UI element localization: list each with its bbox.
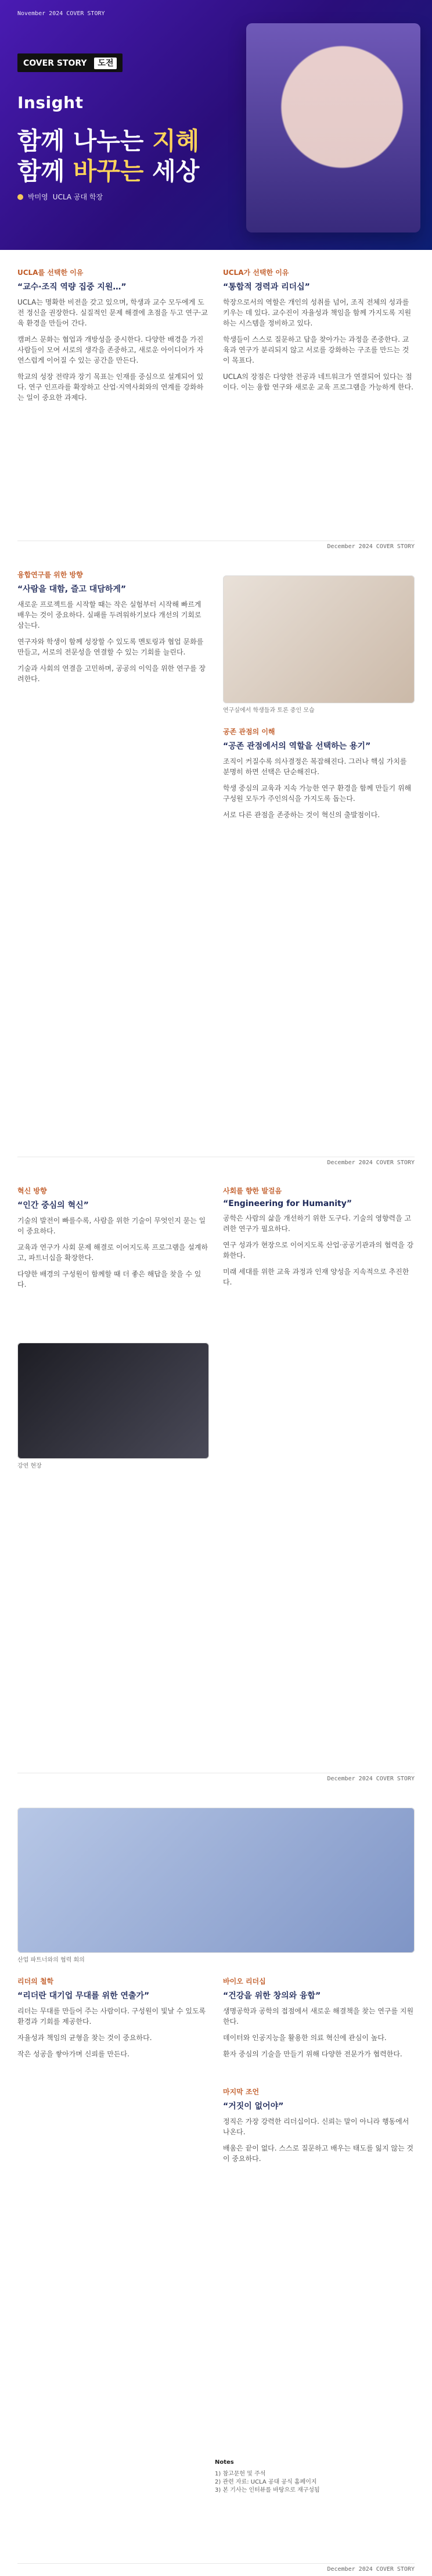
paragraph: 연구자와 학생이 함께 성장할 수 있도록 멘토링과 협업 문화를 만들고, 서로의 전문성을 연결할 수 있는 기회를 늘린다. [17,638,204,656]
section-s8 [223,1976,415,2065]
paragraph: 학생들이 스스로 질문하고 답을 찾아가는 과정을 존중한다. 교육과 연구가 분리되지 않고 서로를 강화하는 구조를 만드는 것이 목표다. [223,335,409,364]
section-title: “사람을 대함, 즐고 대담하게” [17,585,127,594]
paragraph: 리더는 무대를 만들어 주는 사람이다. 구성원이 빛날 수 있도록 환경과 기회를 제공한다. [17,2007,206,2026]
paragraph: 생명공학과 공학의 접점에서 새로운 해결책을 찾는 연구를 지원한다. [223,2007,414,2026]
paragraph: UCLA는 명확한 비전을 갖고 있으며, 학생과 교수 모두에게 도전 정신을 권장한다. 실질적인 문제 해결에 초점을 두고 연구·교육 환경을 만들어 간다. [17,298,208,327]
title2-highlight: 바꾸는 [73,157,144,185]
section-kicker: 마지막 조언 [223,2088,260,2096]
section-kicker: 혁신 방향 [17,1187,47,1195]
title2-suffix: 세상 [143,157,200,185]
paragraph: 자율성과 책임의 균형을 찾는 것이 중요하다. [17,2034,152,2042]
page-1-body [0,250,432,552]
paragraph: 학교의 성장 전략과 장기 목표는 인재를 중심으로 설계되어 있다. 연구 인프라를 확장하고 산업·지역사회와의 연계를 강화하는 일이 중요한 과제다. [17,373,204,402]
section-title: “교수·조직 역량 집중 지원…” [17,282,127,292]
hero-banner [0,0,432,250]
note-item: 3) 본 기사는 인터뷰를 바탕으로 재구성됨 [215,2487,320,2493]
footer-tag: December 2024 COVER STORY [327,1160,415,1166]
section-title: “건강을 위한 창의와 융합” [223,1991,321,2001]
paragraph: 미래 세대를 위한 교육 과정과 인재 양성을 지속적으로 추진한다. [223,1268,409,1286]
paragraph: 배움은 끝이 없다. 스스로 질문하고 배우는 태도를 잃지 않는 것이 중요하다. [223,2144,413,2163]
insight-title: Insight [17,93,84,112]
page-3 [0,1168,432,1784]
photo-team [17,1808,415,1953]
paragraph: 정직은 가장 강력한 리더십이다. 신뢰는 말이 아니라 행동에서 나온다. [223,2117,409,2136]
section-s7 [17,1976,209,2065]
main-title-line2 [17,152,199,187]
notes-title: Notes [215,2459,234,2466]
section-kicker: UCLA가 선택한 이유 [223,269,289,277]
note-item: 2) 관련 자료: UCLA 공대 공식 홈페이지 [215,2479,317,2485]
note-item: 1) 참고문헌 및 주석 [215,2471,266,2477]
caption: 연구실에서 학생들과 토론 중인 모습 [223,707,315,714]
footer-tag: December 2024 COVER STORY [327,1776,415,1782]
photo-talk [17,1343,209,1459]
title1-highlight: 지혜 [152,127,200,155]
notes [215,2459,415,2495]
section-kicker: 바이오 리더십 [223,1977,266,1985]
paragraph: 연구 성과가 현장으로 이어지도록 산업·공공기관과의 협력을 강화한다. [223,1241,414,1260]
caption: 강연 현장 [17,1463,42,1469]
paragraph: 캠퍼스 문화는 협업과 개방성을 중시한다. 다양한 배경을 가진 사람들이 모여 서로의 생각을 존중하고, 새로운 아이디어가 자연스럽게 이어질 수 있는 공간을 만든다. [17,335,204,364]
caption: 산업 파트너와의 협력 회의 [17,1957,85,1963]
section-s3 [17,570,209,690]
byline-role: UCLA 공대 학장 [52,193,103,201]
portrait-photo [246,23,420,232]
section-kicker: 융합연구를 위한 방향 [17,571,83,579]
section-kicker: 사회를 향한 발걸음 [223,1187,282,1195]
page-2 [0,552,432,1168]
paragraph: UCLA의 장점은 다양한 전공과 네트워크가 연결되어 있다는 점이다. 이는 융합 연구와 새로운 교육 프로그램을 가능하게 한다. [223,373,413,391]
paragraph: 작은 성공을 쌓아가며 신뢰를 만든다. [17,2050,129,2058]
paragraph: 다양한 배경의 구성원이 함께할 때 더 좋은 해답을 찾을 수 있다. [17,1270,201,1289]
paragraph: 학생 중심의 교육과 지속 가능한 연구 환경을 함께 만들기 위해 구성원 모두가 주인의식을 가지도록 돕는다. [223,784,412,803]
cover-label: COVER STORY [23,59,87,68]
paragraph: 서로 다른 관점을 존중하는 것이 혁신의 출발점이다. [223,811,380,819]
paragraph: 학장으로서의 역할은 개인의 성취를 넘어, 조직 전체의 성과를 키우는 데 있다. 교수진이 자율성과 책임을 함께 가지도록 지원하는 시스템을 정비하고 있다. [223,298,412,327]
byline-dot-icon [17,194,23,200]
section-kicker: 리더의 철학 [17,1977,54,1985]
section-title: “거짓이 없어야” [223,2102,284,2111]
paragraph: 새로운 프로젝트를 시작할 때는 작은 실험부터 시작해 빠르게 배우는 것이 중요하다. 실패를 두려워하기보다 개선의 기회로 삼는다. [17,600,201,629]
section-title: “Engineering for Humanity” [223,1199,352,1208]
title1-prefix: 함께 나누는 [17,127,153,155]
section-title: “공존 관점에서의 역할을 선택하는 용기” [223,742,371,751]
section-s4 [223,727,415,826]
section-title: “통합적 경력과 리더십” [223,282,310,292]
section-title: “리더란 대기업 무대를 위한 연출가” [17,1991,150,2001]
byline [17,192,103,202]
section-s5 [17,1186,209,1296]
divider [17,2563,415,2564]
title2-prefix: 함께 [17,157,73,185]
page-4 [0,1784,432,2576]
section-s6 [223,1186,415,1293]
cover-story-label [17,53,123,72]
section-kicker: 공존 관점의 이해 [223,728,275,736]
paragraph: 기술과 사회의 연결을 고민하며, 공공의 이익을 위한 연구를 장려한다. [17,664,206,683]
paragraph: 기술의 발전이 빠를수록, 사람을 위한 기술이 무엇인지 묻는 일이 중요하다. [17,1217,206,1235]
paragraph: 조직이 커질수록 의사결정은 복잡해진다. 그러나 핵심 가치를 분명히 하면 선택은 단순해진다. [223,757,407,776]
cover-name: 도전 [94,58,117,69]
paragraph: 환자 중심의 기술을 만들기 위해 다양한 전문가가 협력한다. [223,2050,402,2058]
issue-header: November 2024 COVER STORY [17,10,105,17]
footer-tag: December 2024 COVER STORY [327,2566,415,2573]
photo-lab [223,575,415,703]
section-s9 [223,2087,415,2170]
byline-name: 박미영 [28,193,48,201]
section-title: “인간 중심의 혁신” [17,1201,89,1210]
section-s2 [223,267,415,398]
paragraph: 공학은 사람의 삶을 개선하기 위한 도구다. 기술의 영향력을 고려한 연구가 필요하다. [223,1214,412,1233]
section-s1 [17,267,209,409]
footer-tag: December 2024 COVER STORY [327,543,415,550]
section-kicker: UCLA를 선택한 이유 [17,269,84,277]
paragraph: 교육과 연구가 사회 문제 해결로 이어지도록 프로그램을 설계하고, 파트너십을 확장한다. [17,1243,208,1262]
paragraph: 데이터와 인공지능을 활용한 의료 혁신에 관심이 높다. [223,2034,387,2042]
main-title-line1 [17,122,199,157]
